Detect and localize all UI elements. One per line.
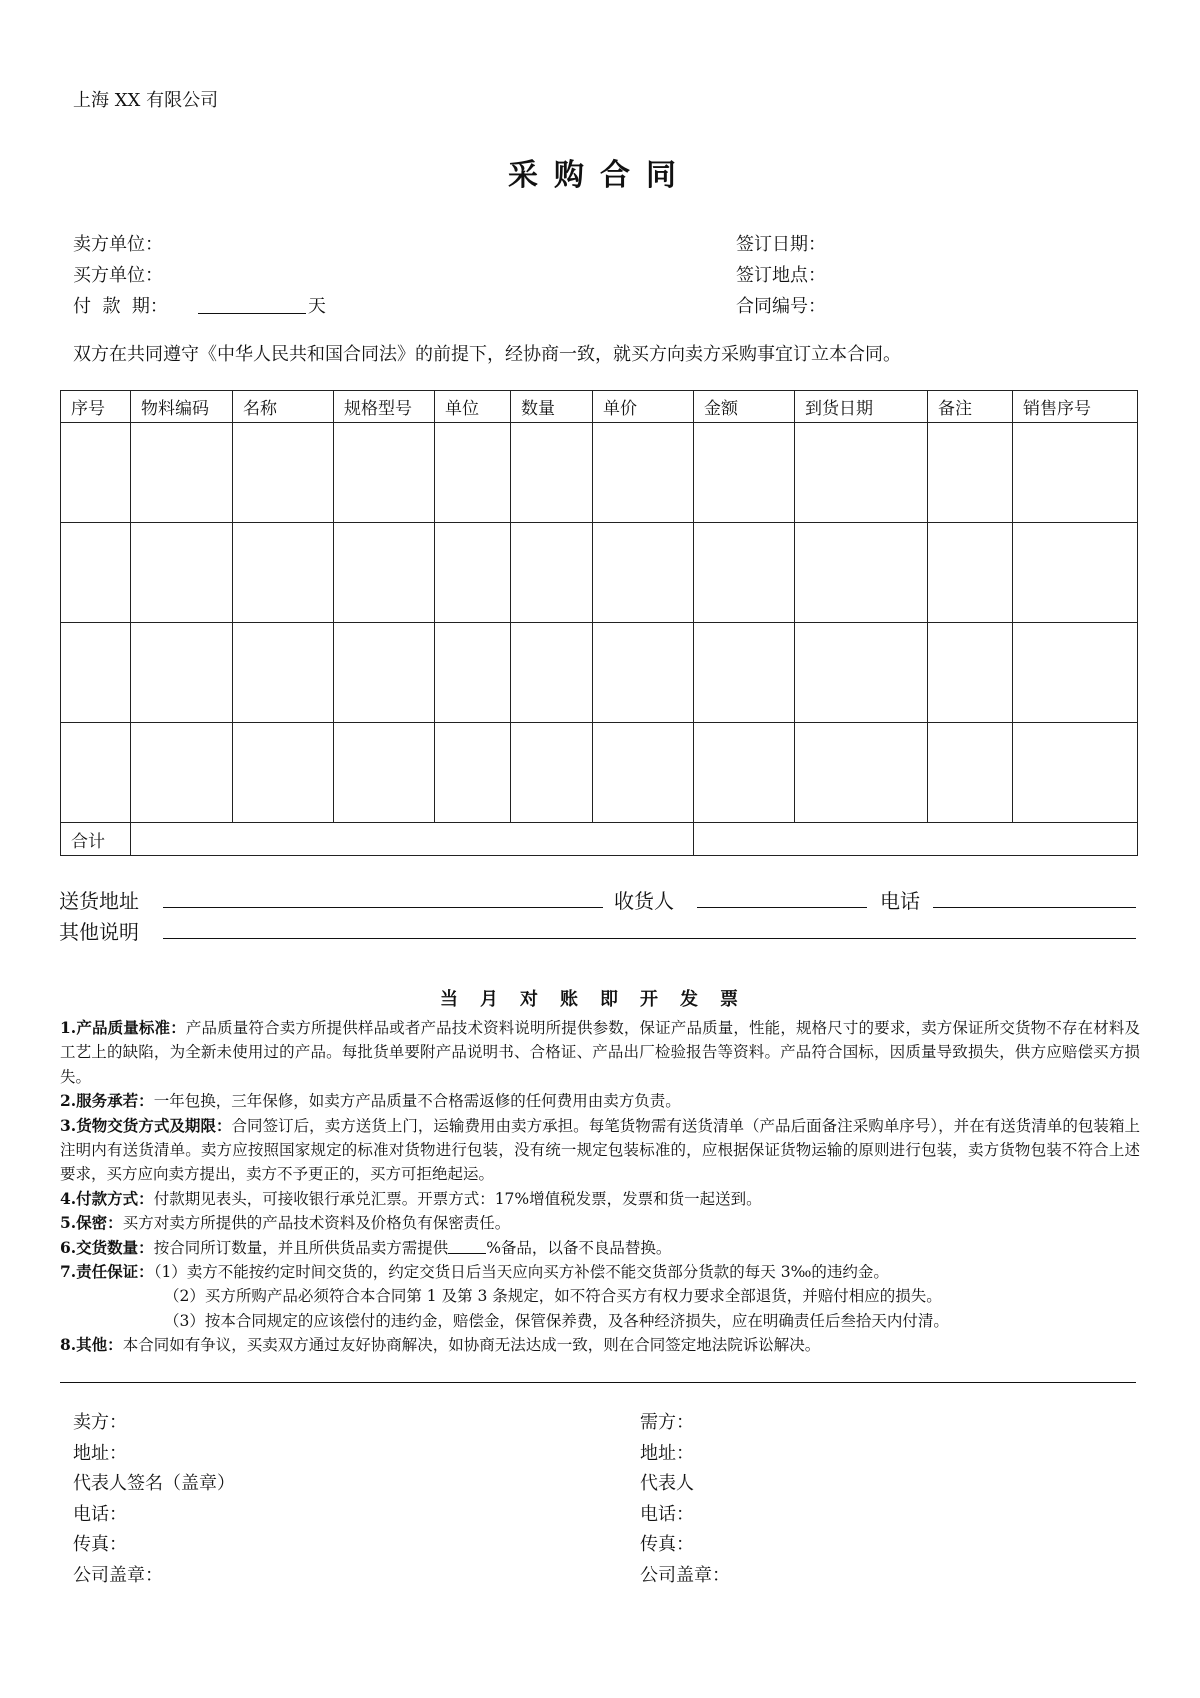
term-text: 一年包换，三年保修，如卖方产品质量不合格需返修的任何费用由卖方负责。 [153,1092,681,1111]
table-cell[interactable] [795,523,928,623]
term-text: 买方对卖方所提供的产品技术资料及价格负有保密责任。 [122,1214,511,1233]
term-item [60,1114,1140,1187]
delivery-address-label: 送货地址 [59,889,139,913]
total-label: 合计 [61,823,131,856]
spare-percent-field[interactable] [448,1239,486,1254]
other-notes-field[interactable] [163,938,1136,939]
term-item [60,1236,1140,1260]
column-header: 物料编码 [131,391,233,423]
table-cell[interactable] [593,623,694,723]
table-cell[interactable] [795,423,928,523]
table-cell[interactable] [61,423,131,523]
table-row[interactable] [61,523,1138,623]
term-text: %备品，以备不良品替换。 [486,1238,672,1257]
table-cell[interactable] [233,623,334,723]
table-cell[interactable] [334,523,435,623]
table-cell[interactable] [435,523,511,623]
table-cell[interactable] [334,723,435,823]
seller-representative-label: 代表人签名（盖章） [73,1473,235,1495]
total-amount-cell[interactable] [694,823,1138,856]
table-cell[interactable] [435,423,511,523]
table-cell[interactable] [928,423,1013,523]
table-cell[interactable] [131,623,233,723]
seller-signature-block [73,1408,235,1592]
column-header: 金额 [694,391,795,423]
table-cell[interactable] [511,623,593,723]
seller-stamp-label: 公司盖章： [73,1564,163,1586]
table-row[interactable] [61,423,1138,523]
term-item [60,1260,1140,1284]
term-text: 付款期见表头，可接收银行承兑汇票。开票方式：17%增值税发票，发票和货一起送到。 [153,1189,762,1208]
table-cell[interactable] [334,623,435,723]
table-cell[interactable] [131,523,233,623]
term-subitem: （3）按本合同规定的应该偿付的违约金，赔偿金，保管保养费，及各种经济损失，应在明确责任后叁拾天内付清。 [164,1311,949,1330]
buyer-name-label: 需方： [640,1412,694,1433]
receiver-field[interactable] [697,907,867,908]
table-cell[interactable] [694,623,795,723]
company-name: 上海 XX 有限公司 [73,90,219,111]
table-cell[interactable] [795,623,928,723]
table-cell[interactable] [1013,623,1138,723]
term-heading: 7.责任保证： [60,1262,154,1282]
buyer-address-label: 地址： [640,1442,694,1464]
table-cell[interactable] [334,423,435,523]
buyer-representative-label: 代表人 [640,1473,694,1495]
column-header: 单价 [593,391,694,423]
term-item [60,1211,1140,1235]
term-heading: 3.货物交货方式及期限： [60,1115,232,1135]
phone-label: 电话 [880,889,920,913]
buyer-fax-label: 传真： [640,1534,694,1556]
buyer-stamp-label: 公司盖章： [640,1564,730,1586]
buyer-signature-block [640,1408,730,1592]
table-row[interactable] [61,623,1138,723]
contract-intro: 双方在共同遵守《中华人民共和国合同法》的前提下，经协商一致，就买方向卖方采购事宜订立本合同。 [73,344,901,365]
column-header: 数量 [511,391,593,423]
table-cell[interactable] [694,723,795,823]
total-quantity-cell[interactable] [131,823,694,856]
column-header: 备注 [928,391,1013,423]
term-item [60,1089,1140,1113]
column-header: 到货日期 [795,391,928,423]
term-text: 合同签订后，卖方送货上门，运输费用由卖方承担。每笔货物需有送货清单（产品后面备注采购单序号），并在有送货清单的包装箱上注明内有送货清单。卖方应按照国家规定的标准对货物进行包装，没有统一规定包装标准的，应根据保证货物运输的原则进行包装，卖方货物包装不符合上述要求，买方应向卖方提出，卖方不予更正的，买方可拒绝起运。 [60,1116,1140,1184]
payment-term-row [73,292,326,318]
column-header: 序号 [61,391,131,423]
document-title: 采购合同 [508,158,692,193]
table-cell[interactable] [1013,523,1138,623]
table-total-row [61,823,1138,856]
table-cell[interactable] [435,623,511,723]
sign-date-label: 签订日期： [736,234,826,255]
table-cell[interactable] [928,723,1013,823]
table-cell[interactable] [233,723,334,823]
phone-field[interactable] [933,907,1136,908]
table-cell[interactable] [435,723,511,823]
table-cell[interactable] [131,423,233,523]
divider [60,1382,1136,1383]
table-header-row [61,391,1138,423]
seller-phone-label: 电话： [73,1503,127,1525]
buyer-unit-label: 买方单位： [73,265,163,286]
delivery-address-field[interactable] [163,907,603,908]
seller-fax-label: 传真： [73,1534,127,1556]
other-notes-label: 其他说明 [59,920,139,944]
term-heading: 8.其他： [60,1335,123,1355]
table-cell[interactable] [928,523,1013,623]
term-text: 按合同所订数量，并且所供货品卖方需提供 [153,1238,449,1257]
table-cell[interactable] [233,523,334,623]
contract-terms [60,1016,1140,1358]
table-cell[interactable] [1013,423,1138,523]
payment-term-unit: 天 [307,296,326,317]
term-item [60,1187,1140,1211]
seller-name-label: 卖方： [73,1412,127,1433]
payment-term-label: 付 款 期： [73,296,168,317]
table-cell[interactable] [61,523,131,623]
term-heading: 2.服务承若： [60,1091,154,1111]
sign-place-label: 签订地点： [736,265,826,286]
column-header: 销售序号 [1013,391,1138,423]
term-text: （1）卖方不能按约定时间交货的，约定交货日后当天应向买方补偿不能交货部分货款的每天 3‰的违约金。 [153,1263,889,1282]
term-text: 本合同如有争议，买卖双方通过友好协商解决，如协商无法达成一致，则在合同签定地法院诉讼解决。 [122,1336,821,1355]
table-cell[interactable] [694,423,795,523]
term-heading: 4.付款方式： [60,1188,154,1208]
table-cell[interactable] [694,523,795,623]
column-header: 规格型号 [334,391,435,423]
table-cell[interactable] [593,523,694,623]
table-cell[interactable] [928,623,1013,723]
items-table [60,390,1138,856]
seller-unit-label: 卖方单位： [73,234,163,255]
term-heading: 5.保密： [60,1213,123,1233]
column-header: 名称 [233,391,334,423]
contract-number-label: 合同编号： [736,296,826,317]
table-row[interactable] [61,723,1138,823]
table-cell[interactable] [593,723,694,823]
buyer-phone-label: 电话： [640,1503,694,1525]
seller-address-label: 地址： [73,1442,127,1464]
table-cell[interactable] [61,723,131,823]
table-cell[interactable] [511,423,593,523]
payment-days-field[interactable] [198,295,306,314]
term-heading: 1.产品质量标准： [60,1018,186,1037]
table-cell[interactable] [131,723,233,823]
term-text: 产品质量符合卖方所提供样品或者产品技术资料说明所提供参数，保证产品质量，性能，规格尺寸的要求，卖方保证所交货物不存在材料及工艺上的缺陷，为全新未使用过的产品。每批货单要附产品说明书、合格证、产品出厂检验报告等资料。产品符合国标，因质量导致损失，供方应赔偿买方损失。 [60,1019,1140,1086]
table-cell[interactable] [61,623,131,723]
term-item [60,1333,1140,1357]
table-cell[interactable] [795,723,928,823]
column-header: 单位 [435,391,511,423]
table-cell[interactable] [593,423,694,523]
term-heading: 6.交货数量： [60,1237,154,1257]
table-cell[interactable] [233,423,334,523]
table-cell[interactable] [511,723,593,823]
table-cell[interactable] [1013,723,1138,823]
table-cell[interactable] [511,523,593,623]
term-item [60,1016,1140,1089]
section-title: 当月对账即开发票 [440,989,760,1010]
receiver-label: 收货人 [614,889,674,913]
term-subitem: （2）买方所购产品必须符合本合同第 1 及第 3 条规定，如不符合买方有权力要求全部退货，并赔付相应的损失。 [164,1287,942,1306]
